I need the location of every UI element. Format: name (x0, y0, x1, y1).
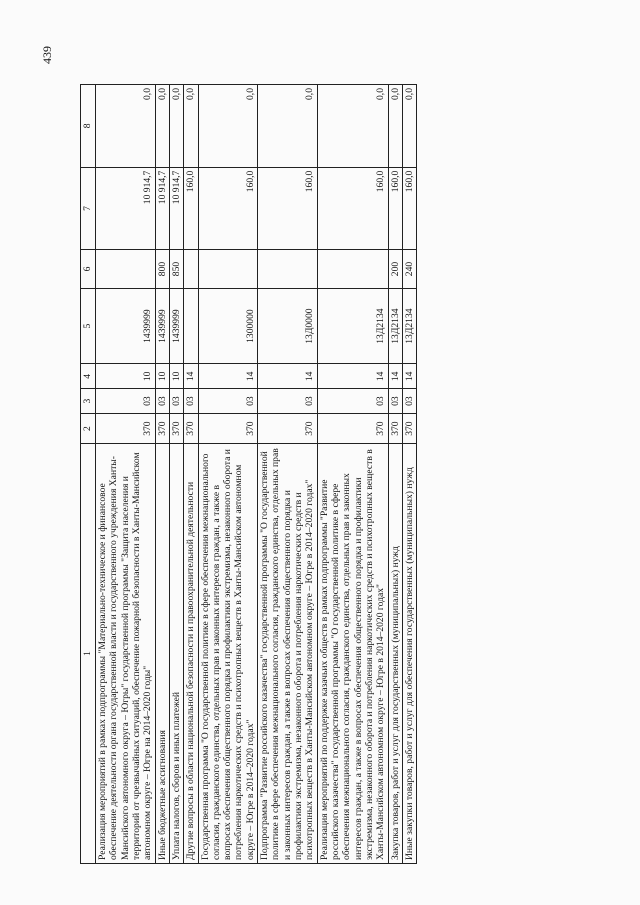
cell-expense-type (317, 250, 388, 289)
table-row (317, 85, 388, 864)
row-name: Реализация мероприятий по поддержке казачьих обществ в рамках подпрограммы "Развитие российского казачества" государственной программы "О государственной политике в сфере обеспечения межнационального согласия, гражданского единства, отдельных прав и законных интересов граждан, а также в вопросах обеспечения общественного порядка и профилактики экстремизма, незаконного оборота и потребления наркотических средств и психотропных веществ в Ханты-Мансийском автономном округе – Югре в 2014–2020 годах" (317, 444, 388, 864)
cell-admin: 370 (198, 413, 258, 443)
header-cell: 8 (81, 85, 96, 168)
cell-section: 03 (198, 389, 258, 414)
cell-admin: 370 (388, 413, 402, 443)
cell-section: 03 (184, 389, 198, 414)
cell-admin: 370 (155, 413, 169, 443)
cell-expense-type (198, 250, 258, 289)
cell-amount-2: 0,0 (388, 85, 402, 168)
cell-target: 13Д2134 (317, 288, 388, 364)
cell-admin: 370 (317, 413, 388, 443)
cell-subsection: 10 (155, 364, 169, 389)
cell-target: 1439999 (96, 288, 156, 364)
header-cell: 7 (81, 167, 96, 250)
table-row (155, 85, 169, 864)
budget-table (80, 84, 417, 864)
cell-expense-type (96, 250, 156, 289)
cell-target (184, 288, 198, 364)
cell-subsection: 14 (198, 364, 258, 389)
cell-amount-2: 0,0 (317, 85, 388, 168)
table-row (184, 85, 198, 864)
row-name: Закупка товаров, работ и услуг для государственных (муниципальных) нужд (388, 444, 402, 864)
cell-amount-2: 0,0 (402, 85, 416, 168)
table-row (388, 85, 402, 864)
header-cell: 4 (81, 364, 96, 389)
cell-target: 1439999 (169, 288, 183, 364)
table-row (169, 85, 183, 864)
cell-subsection: 10 (169, 364, 183, 389)
cell-subsection: 14 (184, 364, 198, 389)
cell-section: 03 (169, 389, 183, 414)
cell-section: 03 (388, 389, 402, 414)
cell-expense-type (184, 250, 198, 289)
table-row (258, 85, 318, 864)
budget-table-container (80, 84, 620, 864)
row-name: Иные закупки товаров, работ и услуг для обеспечения государственных (муниципальных) нужд (402, 444, 416, 864)
cell-expense-type: 200 (388, 250, 402, 289)
header-cell: 6 (81, 250, 96, 289)
header-cell: 2 (81, 413, 96, 443)
cell-amount: 160,0 (258, 167, 318, 250)
cell-amount: 160,0 (317, 167, 388, 250)
cell-section: 03 (258, 389, 318, 414)
table-row (402, 85, 416, 864)
row-name: Уплата налогов, сборов и иных платежей (169, 444, 183, 864)
header-cell: 5 (81, 288, 96, 364)
cell-section: 03 (317, 389, 388, 414)
cell-section: 03 (96, 389, 156, 414)
cell-amount: 10 914,7 (169, 167, 183, 250)
header-cell: 1 (81, 444, 96, 864)
cell-subsection: 14 (317, 364, 388, 389)
cell-section: 03 (155, 389, 169, 414)
page-number: 439 (40, 46, 54, 64)
cell-admin: 370 (96, 413, 156, 443)
cell-amount-2: 0,0 (96, 85, 156, 168)
row-name: Подпрограмма "Развитие российского казачества" государственной программы "О государственной политике в сфере обеспечения межнационального согласия, гражданского единства, отдельных прав и законных интересов граждан, а также в вопросах обеспечения общественного порядка и профилактики экстремизма, незаконного оборота и потребления наркотических средств и психотропных веществ в Ханты-Мансийском автономном округе – Югре в 2014–2020 годах" (258, 444, 318, 864)
header-cell: 3 (81, 389, 96, 414)
cell-amount-2: 0,0 (198, 85, 258, 168)
cell-subsection: 14 (402, 364, 416, 389)
cell-expense-type (258, 250, 318, 289)
cell-amount-2: 0,0 (155, 85, 169, 168)
cell-target: 1439999 (155, 288, 169, 364)
cell-amount-2: 0,0 (169, 85, 183, 168)
cell-subsection: 14 (258, 364, 318, 389)
cell-section: 03 (402, 389, 416, 414)
table-header-row (81, 85, 96, 864)
cell-target: 13Д0000 (258, 288, 318, 364)
cell-amount: 160,0 (198, 167, 258, 250)
row-name: Государственная программа "О государственной политике в сфере обеспечения межнационального согласия, гражданского единства, отдельных прав и законных интересов граждан, а также в вопросах обеспечения общественного порядка и профилактики экстремизма, незаконного оборота и потребления наркотических средств и психотропных веществ в Ханты-Мансийском автономном округе – Югре в 2014–2020 годах" (198, 444, 258, 864)
cell-subsection: 10 (96, 364, 156, 389)
cell-target: 13Д2134 (388, 288, 402, 364)
cell-amount: 10 914,7 (155, 167, 169, 250)
cell-subsection: 14 (388, 364, 402, 389)
cell-amount-2: 0,0 (184, 85, 198, 168)
cell-admin: 370 (184, 413, 198, 443)
cell-target: 1300000 (198, 288, 258, 364)
table-row (96, 85, 156, 864)
cell-expense-type: 240 (402, 250, 416, 289)
table-row (198, 85, 258, 864)
cell-amount: 160,0 (388, 167, 402, 250)
row-name: Иные бюджетные ассигнования (155, 444, 169, 864)
row-name: Реализация мероприятий в рамках подпрограммы "Материально-техническое и финансовое обеспечение деятельности органа государственной власти и государственного учреждения Ханты-Мансийского автономного округа – Югры" государственной программы "Защита населения и территорий от чрезвычайных ситуаций, обеспечение пожарной безопасности в Ханты-Мансийском автономном округе – Югре на 2014–2020 годы" (96, 444, 156, 864)
cell-expense-type: 850 (169, 250, 183, 289)
cell-amount: 160,0 (184, 167, 198, 250)
cell-target: 13Д2134 (402, 288, 416, 364)
cell-amount: 10 914,7 (96, 167, 156, 250)
cell-amount-2: 0,0 (258, 85, 318, 168)
cell-amount: 160,0 (402, 167, 416, 250)
cell-admin: 370 (169, 413, 183, 443)
cell-admin: 370 (258, 413, 318, 443)
row-name: Другие вопросы в области национальной безопасности и правоохранительной деятельности (184, 444, 198, 864)
cell-admin: 370 (402, 413, 416, 443)
cell-expense-type: 800 (155, 250, 169, 289)
